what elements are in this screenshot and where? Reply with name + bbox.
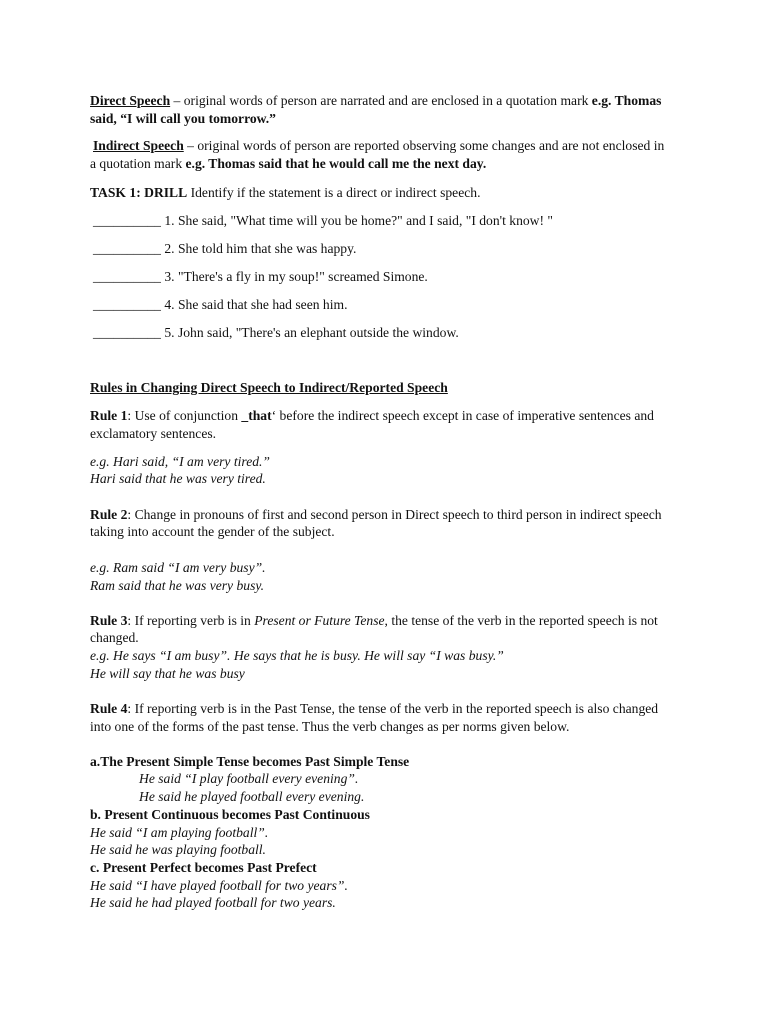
direct-speech-definition [90, 92, 661, 110]
direct-speech-term: Direct Speech [90, 93, 171, 108]
task-item [93, 240, 356, 258]
rule-3-label: Rule 3 [90, 613, 128, 628]
rule-2 [90, 506, 662, 524]
rule-3-tense: Present or Future Tense [254, 613, 385, 628]
rule-4-text: : If reporting verb is in the Past Tense, the tense of the verb in the reported speech is also changed [127, 701, 659, 716]
rule-2-label: Rule 2 [90, 507, 128, 522]
rule-1-text: : Use of conjunction [127, 408, 242, 423]
rule-4 [90, 700, 658, 718]
subrule-c-example-indirect: He said he had played football for two years. [90, 895, 336, 910]
rule-1 [90, 407, 654, 425]
direct-speech-example-end: said, “I will call you tomorrow.” [90, 111, 276, 126]
subrule-a-example-direct: He said “I play football every evening”. [139, 771, 359, 786]
task-item-text: 4. She said that she had seen him. [160, 297, 348, 312]
task-label: TASK 1: DRILL [90, 185, 188, 200]
rule-2-text: : Change in pronouns of first and second person in Direct speech to third person in indirect speech [127, 507, 662, 522]
task-item-text: 2. She told him that she was happy. [160, 241, 357, 256]
answer-blank: __________ [93, 269, 161, 284]
indirect-speech-term: Indirect Speech [93, 138, 184, 153]
subrule-b-example-direct: He said “I am playing football”. [90, 825, 269, 840]
indirect-speech-definition [93, 137, 664, 155]
answer-blank: __________ [93, 297, 161, 312]
answer-blank: __________ [93, 213, 161, 228]
rule-1-line2: exclamatory sentences. [90, 426, 217, 441]
direct-speech-example-start: e.g. Thomas [591, 93, 662, 108]
answer-blank: __________ [93, 241, 161, 256]
indirect-speech-definition-line2 [90, 155, 486, 173]
task-item [93, 324, 459, 342]
subrule-c-heading: c. Present Perfect becomes Past Prefect [90, 860, 317, 875]
answer-blank: __________ [93, 325, 161, 340]
subrule-b-heading: b. Present Continuous becomes Past Continuous [90, 807, 370, 822]
rule-2-line2: taking into account the gender of the subject. [90, 524, 335, 539]
rule-3-text-cont: , the tense of the verb in the reported speech is not [384, 613, 658, 628]
rule-3 [90, 612, 658, 630]
rule-1-example-indirect: Hari said that he was very tired. [90, 471, 266, 486]
task-instruction: Identify if the statement is a direct or indirect speech. [187, 185, 481, 200]
rule-1-text-cont: ‘ before the indirect speech except in case of imperative sentences and [271, 408, 654, 423]
rule-1-example-direct: e.g. Hari said, “I am very tired.” [90, 454, 270, 469]
task-heading [90, 184, 480, 202]
rules-heading: Rules in Changing Direct Speech to Indirect/Reported Speech [90, 380, 448, 395]
rule-1-keyword: _that [241, 408, 272, 423]
task-item [93, 296, 347, 314]
task-item [93, 212, 553, 230]
rule-3-example-direct: e.g. He says “I am busy”. He says that he is busy. He will say “I was busy.” [90, 648, 504, 663]
subrule-c-example-direct: He said “I have played football for two years”. [90, 878, 348, 893]
rule-1-label: Rule 1 [90, 408, 128, 423]
indirect-speech-text-2: a quotation mark [90, 156, 186, 171]
rule-3-text: : If reporting verb is in [127, 613, 255, 628]
indirect-speech-text: – original words of person are reported observing some changes and are not enclosed in [183, 138, 665, 153]
task-item [93, 268, 428, 286]
rule-4-line2: into one of the forms of the past tense. Thus the verb changes as per norms given below. [90, 719, 570, 734]
subrule-a-heading: a.The Present Simple Tense becomes Past Simple Tense [90, 754, 410, 769]
rule-2-example-indirect: Ram said that he was very busy. [90, 578, 265, 593]
rule-3-example-indirect: He will say that he was busy [90, 666, 245, 681]
task-item-text: 1. She said, "What time will you be home?" and I said, "I don't know! " [160, 213, 553, 228]
rule-2-example-direct: e.g. Ram said “I am very busy”. [90, 560, 266, 575]
rule-3-line2: changed. [90, 630, 139, 645]
subrule-a-example-indirect: He said he played football every evening. [139, 789, 365, 804]
task-item-text: 5. John said, "There's an elephant outside the window. [160, 325, 459, 340]
indirect-speech-example: e.g. Thomas said that he would call me the next day. [185, 156, 487, 171]
direct-speech-text: – original words of person are narrated and are enclosed in a quotation mark [170, 93, 592, 108]
subrule-b-example-indirect: He said he was playing football. [90, 842, 266, 857]
rule-4-label: Rule 4 [90, 701, 128, 716]
task-item-text: 3. "There's a fly in my soup!" screamed Simone. [160, 269, 428, 284]
